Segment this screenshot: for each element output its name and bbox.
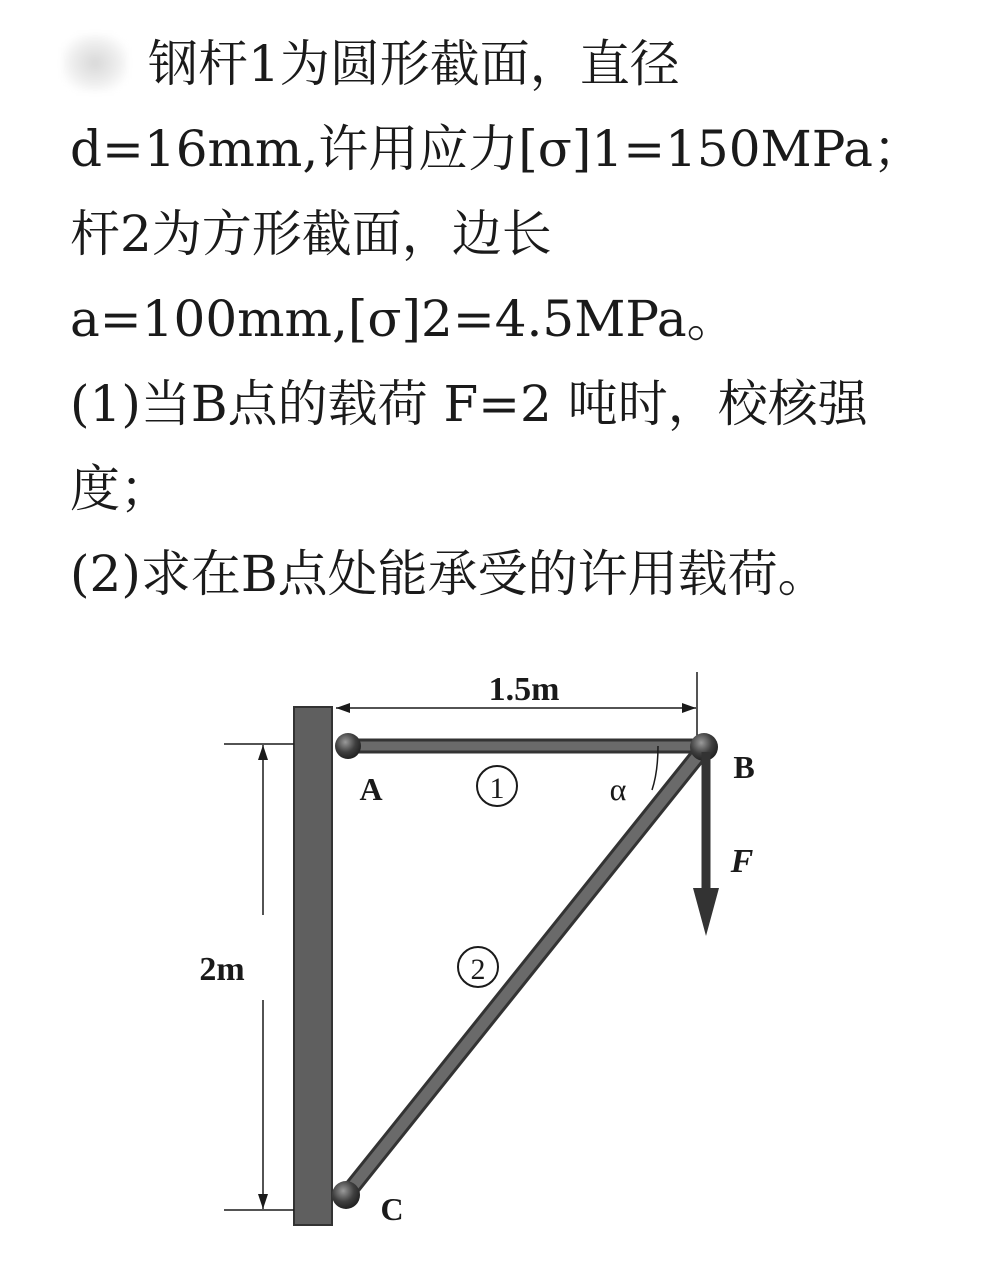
dim-horizontal-arrow-right xyxy=(682,703,696,713)
dim-horizontal-label: 1.5m xyxy=(488,671,560,708)
problem-line-1: 钢杆1为圆形截面，直径 xyxy=(148,35,680,93)
problem-line-2: d=16mm,许用应力[σ]1=150MPa； xyxy=(70,120,923,178)
problem-line-5: (1)当B点的载荷 F=2 吨时，校核强 xyxy=(70,375,868,433)
joint-c xyxy=(332,1181,360,1209)
label-c: C xyxy=(380,1191,404,1227)
bar-1-number: 1 xyxy=(489,772,505,805)
dim-horizontal-arrow-left xyxy=(336,703,350,713)
joint-a xyxy=(335,733,361,759)
problem-line-3: 杆2为方形截面，边长 xyxy=(70,205,552,263)
problem-line-4: a=100mm,[σ]2=4.5MPa。 xyxy=(70,290,737,348)
angle-label: α xyxy=(609,771,627,807)
force-arrow-head xyxy=(693,888,719,936)
problem-line-7: (2)求在B点处能承受的许用载荷。 xyxy=(70,545,828,603)
dim-vertical-arrow-bottom xyxy=(258,1194,268,1209)
bar-2-number: 2 xyxy=(470,953,486,986)
label-a: A xyxy=(359,771,383,807)
problem-line-6: 度； xyxy=(70,460,170,518)
bar-2-highlight xyxy=(346,748,704,1195)
dim-vertical-arrow-top xyxy=(258,745,268,760)
dim-vertical-label: 2m xyxy=(199,951,245,988)
force-label: F xyxy=(730,843,754,880)
wall xyxy=(294,707,332,1225)
label-b: B xyxy=(733,749,755,785)
